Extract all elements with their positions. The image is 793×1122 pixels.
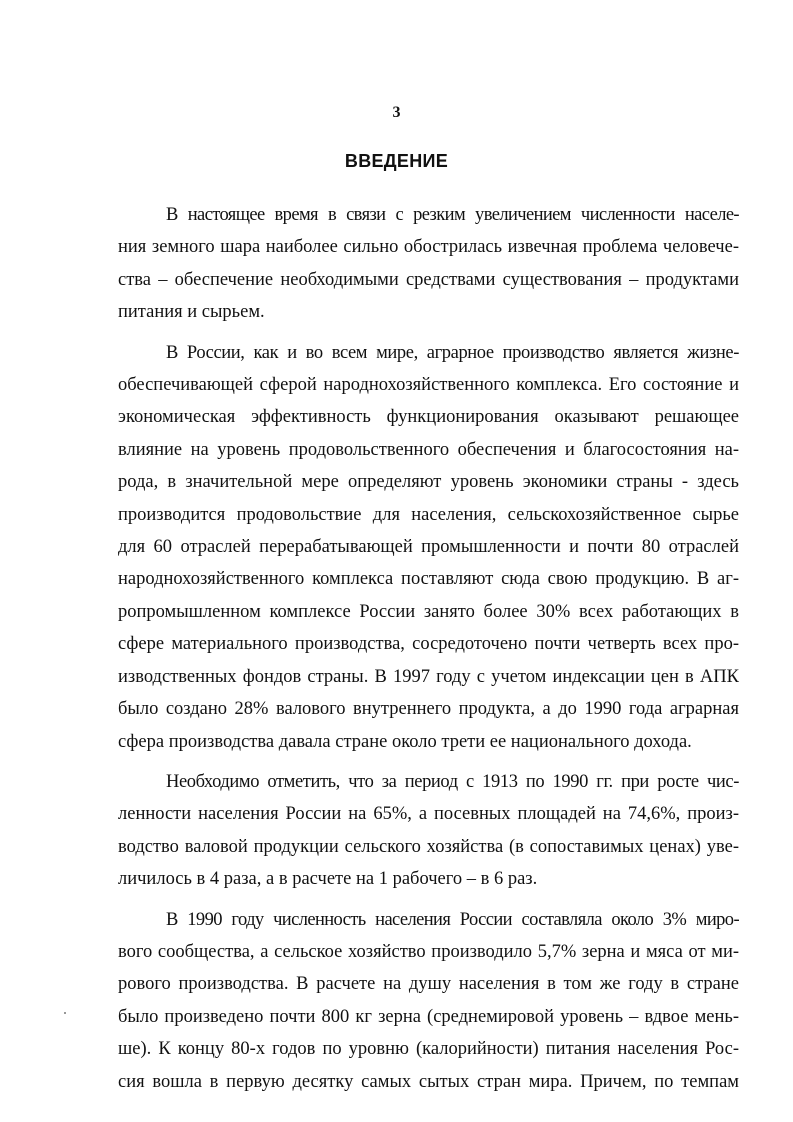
text-line: В настоящее время в связи с резким увеличением численности населе- <box>166 205 739 225</box>
text-line: личилось в 4 раза, а в расчете на 1 рабочего – в 6 раз. <box>118 869 538 890</box>
text-line: ропромышленном комплексе России занято более 30% всех работающих в <box>118 601 739 622</box>
paragraph-4 <box>118 904 739 1098</box>
text-line: ства – обеспечение необходимыми средствами существования – продуктами <box>118 269 739 290</box>
text-line: было создано 28% валового внутреннего продукта, а до 1990 года аграрная <box>118 699 739 720</box>
text-line: было произведено почти 800 кг зерна (среднемировой уровень – вдвое мень- <box>118 1006 739 1027</box>
text-line: обеспечивающей сферой народнохозяйственного комплекса. Его состояние и <box>118 375 739 396</box>
text-line: водство валовой продукции сельского хозяйства (в сопоставимых ценах) уве- <box>118 836 739 857</box>
text-line: рода, в значительной мере определяют уровень экономики страны - здесь <box>118 472 739 493</box>
text-line: В России, как и во всем мире, аграрное производство является жизне- <box>166 342 739 363</box>
section-title: ВВЕДЕНИЕ <box>344 151 449 171</box>
paragraph-3 <box>118 766 739 896</box>
text-line: для 60 отраслей перерабатывающей промышленности и почти 80 отраслей <box>118 537 739 558</box>
text-line: сия вошла в первую десятку самых сытых стран мира. Причем, по темпам <box>118 1071 739 1092</box>
text-line: В 1990 году численность населения России составляла около 3% миро- <box>166 909 739 930</box>
text-line: Необходимо отметить, что за период с 1913 по 1990 гг. при росте чис- <box>166 771 739 792</box>
text-line: вого сообщества, а сельское хозяйство производило 5,7% зерна и мяса от ми- <box>118 941 739 962</box>
text-line: сфере материального производства, сосредоточено почти четверть всех про- <box>118 634 739 655</box>
page-number: 3 <box>392 104 401 121</box>
paragraph-1 <box>118 199 739 329</box>
text-line: питания и сырьем. <box>118 302 265 323</box>
text-line: народнохозяйственного комплекса поставляют сюда свою продукцию. В аг- <box>118 569 739 590</box>
text-line: производится продовольствие для населения, сельскохозяйственное сырье <box>118 504 739 525</box>
body-text <box>118 199 739 1098</box>
text-line: ленности населения России на 65%, а посевных площадей на 74,6%, произ- <box>118 804 739 825</box>
text-line: влияние на уровень продовольственного обеспечения и благосостояния на- <box>118 439 739 460</box>
scan-speck <box>64 1012 66 1014</box>
text-line: ния земного шара наиболее сильно обострилась извечная проблема человече- <box>118 237 739 258</box>
text-line: сфера производства давала стране около трети ее национального дохода. <box>118 731 692 752</box>
text-line: ше). К концу 80-х годов по уровню (калорийности) питания населения Рос- <box>118 1039 739 1060</box>
text-line: изводственных фондов страны. В 1997 году с учетом индексации цен в АПК <box>118 666 739 687</box>
text-line: экономическая эффективность функционирования оказывают решающее <box>118 407 739 428</box>
paragraph-2 <box>118 337 739 758</box>
text-line: рового производства. В расчете на душу населения в том же году в стране <box>118 974 739 995</box>
